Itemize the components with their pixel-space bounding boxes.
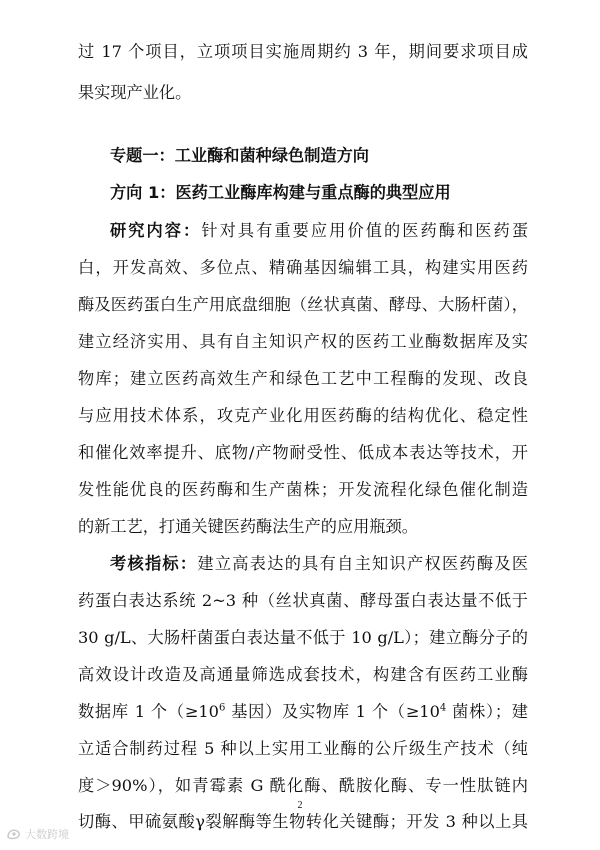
intro-line-1: 过 17 个项目，立项项目实施周期约 3 年，期间要求项目成: [78, 42, 528, 61]
research-content-text: 针对具有重要应用价值的医药酶和医药蛋: [201, 221, 529, 240]
research-line: 物库；建立医药高效生产和绿色工艺中工程酶的发现、改良: [78, 369, 528, 388]
research-content-paragraph-start: [110, 221, 528, 241]
watermark-logo-icon: [6, 827, 22, 841]
superscript: 6: [218, 702, 226, 714]
research-line: 的新工艺，打通关键医药酶法生产的应用瓶颈。: [78, 517, 418, 536]
assessment-line: 高效设计改造及高通量筛选成套技术，构建含有医药工业酶: [78, 665, 528, 684]
assessment-line: 度＞90%），如青霉素 G 酰化酶、酰胺化酶、专一性肽链内: [78, 776, 528, 795]
intro-line-2: 果实现产业化。: [78, 83, 192, 102]
superscript: 4: [439, 702, 447, 714]
research-line: 建立经济实用、具有自主知识产权的医药工业酶数据库及实: [78, 332, 528, 351]
assessment-line: 立适合制药过程 5 种以上实用工业酶的公斤级生产技术（纯: [78, 739, 528, 758]
assessment-label: 考核指标：: [110, 554, 198, 573]
assessment-text: 建立高表达的具有自主知识产权医药酶及医: [197, 554, 529, 573]
research-line: 酶及医药蛋白生产用底盘细胞（丝状真菌、酵母、大肠杆菌），: [78, 295, 528, 314]
assessment-text: 基因）及实物库 1 个（≥10: [225, 702, 440, 721]
research-line: 发性能优良的医药酶和生产菌株；开发流程化绿色催化制造: [78, 480, 528, 499]
research-line: 白，开发高效、多位点、精确基因编辑工具，构建实用医药: [78, 258, 528, 277]
direction-heading: 方向 1：医药工业酶库构建与重点酶的典型应用: [110, 183, 451, 202]
assessment-line: 切酶、甲硫氨酸γ裂解酶等生物转化关键酶；开发 3 种以上具: [78, 812, 528, 831]
topic-heading: 专题一：工业酶和菌种绿色制造方向: [110, 146, 369, 165]
research-line: 与应用技术体系，攻克产业化用医药酶的结构优化、稳定性: [78, 406, 528, 425]
research-content-label: 研究内容：: [110, 221, 202, 240]
assessment-line-with-superscripts: [78, 702, 528, 722]
assessment-text: 数据库 1 个（≥10: [78, 702, 219, 721]
page-number: 2: [297, 800, 303, 811]
watermark: [6, 826, 69, 842]
assessment-line: 药蛋白表达系统 2~3 种（丝状真菌、酵母蛋白表达量不低于: [78, 591, 528, 610]
assessment-text: 菌株）；建: [446, 702, 528, 721]
assessment-paragraph-start: [110, 554, 528, 574]
watermark-text: 大数跨境: [25, 828, 69, 841]
assessment-line: 30 g/L、大肠杆菌蛋白表达量不低于 10 g/L）；建立酶分子的: [78, 628, 528, 647]
research-line: 和催化效率提升、底物/产物耐受性、低成本表达等技术，开: [78, 443, 528, 462]
